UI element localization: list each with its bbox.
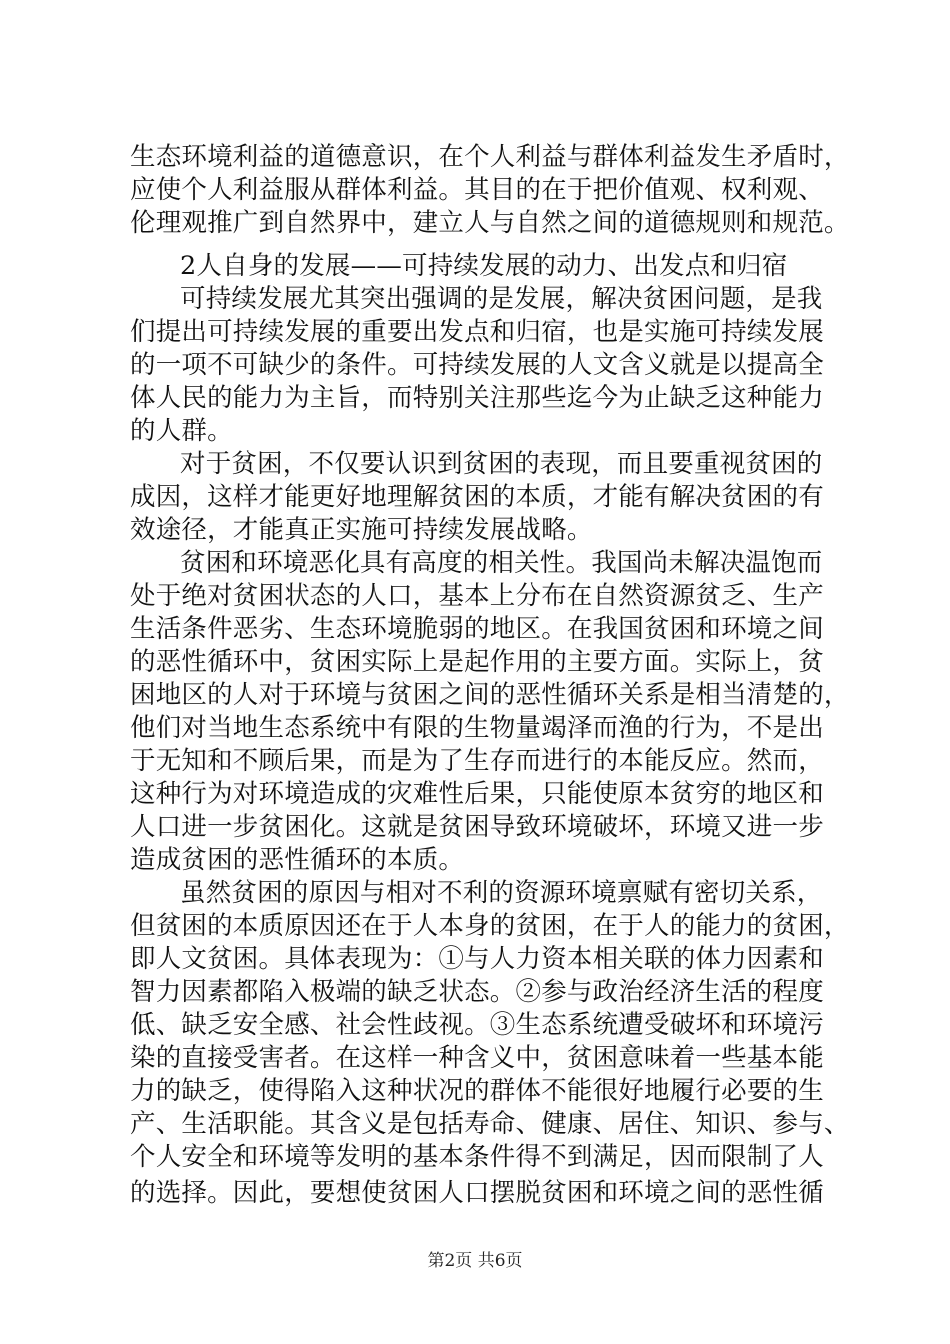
paragraph-line: 处于绝对贫困状态的人口，基本上分布在自然资源贫乏、生产 [130, 581, 824, 611]
paragraph-line: 人口进一步贫困化。这就是贫困导致环境破坏，环境又进一步 [130, 812, 824, 842]
paragraph-line: 即人文贫困。具体表现为：①与人力资本相关联的体力因素和 [130, 944, 824, 974]
paragraph-line: 们提出可持续发展的重要出发点和归宿，也是实施可持续发展 [130, 317, 824, 347]
paragraph-line: 贫困和环境恶化具有高度的相关性。我国尚未解决温饱而 [180, 548, 823, 578]
paragraph-line: 于无知和不顾后果，而是为了生存而进行的本能反应。然而， [130, 746, 824, 776]
paragraph-line: 染的直接受害者。在这样一种含义中，贫困意味着一些基本能 [130, 1043, 824, 1073]
paragraph-line: 虽然贫困的原因与相对不利的资源环境禀赋有密切关系， [180, 878, 823, 908]
paragraph-line: 的选择。因此，要想使贫困人口摆脱贫困和环境之间的恶性循 [130, 1178, 824, 1208]
paragraph-line: 但贫困的本质原因还在于人本身的贫困，在于人的能力的贫困， [130, 911, 850, 941]
page-number-footer: 第2页 共6页 [427, 1251, 523, 1271]
paragraph-line: 他们对当地生态系统中有限的生物量竭泽而渔的行为，不是出 [130, 713, 824, 743]
paragraph-line: 应使个人利益服从群体利益。其目的在于把价值观、权利观、 [130, 175, 824, 205]
paragraph-line: 的一项不可缺少的条件。可持续发展的人文含义就是以提高全 [130, 350, 824, 380]
paragraph-line: 困地区的人对于环境与贫困之间的恶性循环关系是相当清楚的， [130, 680, 850, 710]
paragraph-line: 力的缺乏，使得陷入这种状况的群体不能很好地履行必要的生 [130, 1076, 824, 1106]
paragraph-line: 低、缺乏安全感、社会性歧视。③生态系统遭受破坏和环境污 [130, 1010, 824, 1040]
paragraph-line: 的人群。 [130, 416, 233, 446]
paragraph-line: 的恶性循环中，贫困实际上是起作用的主要方面。实际上，贫 [130, 647, 824, 677]
paragraph-line: 可持续发展尤其突出强调的是发展，解决贫困问题，是我 [180, 284, 823, 314]
paragraph-line: 伦理观推广到自然界中，建立人与自然之间的道德规则和规范。 [130, 208, 850, 238]
paragraph-line: 对于贫困，不仅要认识到贫困的表现，而且要重视贫困的 [180, 449, 823, 479]
paragraph-line: 生态环境利益的道德意识，在个人利益与群体利益发生矛盾时， [130, 142, 850, 172]
paragraph-line: 这种行为对环境造成的灾难性后果，只能使原本贫穷的地区和 [130, 779, 824, 809]
paragraph-line: 效途径，才能真正实施可持续发展战略。 [130, 515, 593, 545]
paragraph-line: 造成贫困的恶性循环的本质。 [130, 845, 465, 875]
paragraph-line: 产、生活职能。其含义是包括寿命、健康、居住、知识、参与、 [130, 1109, 850, 1139]
paragraph-line: 成因，这样才能更好地理解贫困的本质，才能有解决贫困的有 [130, 482, 824, 512]
paragraph-line: 智力因素都陷入极端的缺乏状态。②参与政治经济生活的程度 [130, 977, 824, 1007]
paragraph-line: 个人安全和环境等发明的基本条件得不到满足，因而限制了人 [130, 1142, 824, 1172]
section-heading: 2人自身的发展——可持续发展的动力、出发点和归宿 [180, 251, 788, 281]
paragraph-line: 生活条件恶劣、生态环境脆弱的地区。在我国贫困和环境之间 [130, 614, 824, 644]
paragraph-line: 体人民的能力为主旨，而特别关注那些迄今为止缺乏这种能力 [130, 383, 824, 413]
